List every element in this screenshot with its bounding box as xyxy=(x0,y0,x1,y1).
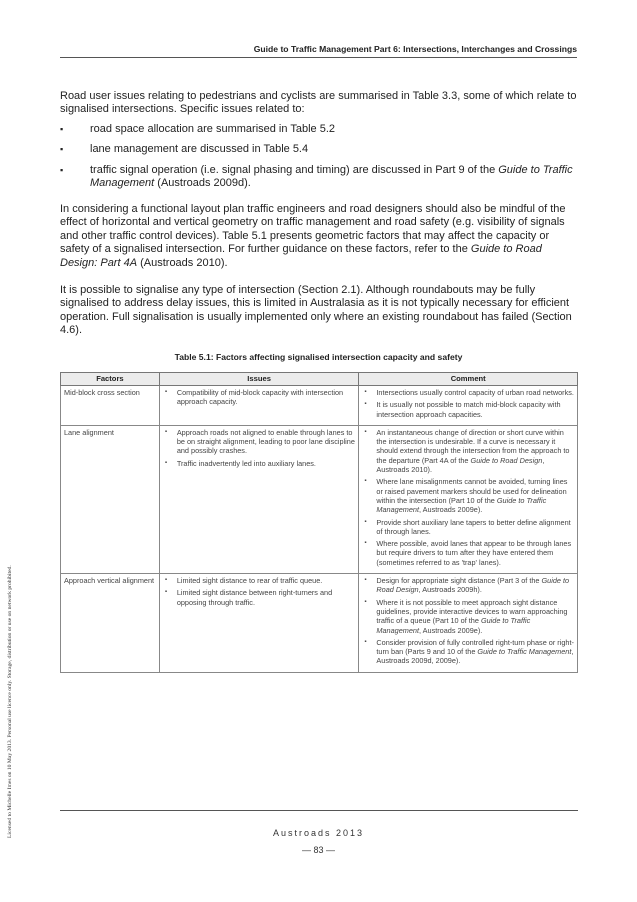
comment-item: ▪ Where possible, avoid lanes that appear to be through lanes but require drivers to turn after they have entered them (sometimes referred to as 'trap' lanes). xyxy=(362,539,574,567)
factor-cell: Approach vertical alignment xyxy=(61,574,160,673)
text-run: (Austroads 2009d). xyxy=(154,177,251,190)
bullet-item: ▪ lane management are discussed in Table 5.4 xyxy=(60,143,577,156)
text-run: , Austroads 2009e). xyxy=(419,625,483,635)
comment-item: ▪ Intersections usually control capacity of urban road networks. xyxy=(362,388,574,397)
table-row xyxy=(61,574,578,673)
text-run: , Austroads 2009e). xyxy=(419,505,483,515)
text-run: , Austroads 2010). xyxy=(376,455,545,475)
publication-title: Guide to Road Design: Part 4A xyxy=(60,243,542,269)
text-run: Consider provision of fully controlled right-turn phase or right-turn ban (Parts 9 and 10 of the xyxy=(376,637,574,657)
comment-item xyxy=(362,428,574,474)
bullet-item: ▪ road space allocation are summarised in Table 5.2 xyxy=(60,123,577,136)
text-run: An instantaneous change of direction or short curve within the intersection is undesirable. If a curve is necessary it should extend through the intersection from the approach to the departure (Part 4A of the xyxy=(376,427,570,465)
publication-title: Guide to Traffic Management xyxy=(376,616,531,635)
page-number: — 83 — xyxy=(301,845,335,855)
running-header: Guide to Traffic Management Part 6: Intersections, Interchanges and Crossings xyxy=(60,44,577,58)
factor-cell: Lane alignment xyxy=(61,425,160,573)
publication-title: Guide to Road Design xyxy=(470,455,543,465)
publication-title: Guide to Traffic Management xyxy=(477,647,572,657)
comment-item xyxy=(362,576,574,595)
text-run: , Austroads 2009h). xyxy=(418,585,482,595)
licence-watermark: Licensed to Michelle Imes on 10 May 2013. Personal use licence only. Storage, distribution or use on network prohibited. xyxy=(7,565,13,838)
signalisation-paragraph: It is possible to signalise any type of intersection (Section 2.1). Although roundabouts may be fully signalised to address delay issues, this is limited in Australasia as it is not typically necessary for efficient operation. Full signalisation is usually implemented only where an existing roundabout has failed (Section 4.6). xyxy=(60,284,572,337)
text-run: Where lane misalignments cannot be avoided, turning lines or raised pavement markers should be used for delineation within the intersection (Part 10 of the xyxy=(376,477,568,505)
publication-title: Guide to Traffic Management xyxy=(376,495,547,515)
text-run: Design for appropriate sight distance (Part 3 of the xyxy=(376,576,542,586)
issues-cell xyxy=(159,425,359,573)
publication-title: Guide to Traffic Management xyxy=(90,163,573,190)
comment-cell xyxy=(359,425,578,573)
geometry-paragraph xyxy=(60,203,577,270)
column-header: Comment xyxy=(359,373,578,386)
text-run: , Austroads 2009d, 2009e). xyxy=(376,647,574,666)
issue-item: ▪ Approach roads not aligned to enable through lanes to be on straight alignment, leading to poor lane discipline and possibly crashes. xyxy=(163,428,356,456)
bullet-item xyxy=(60,164,577,191)
issue-item: ▪ Compatibility of mid-block capacity with intersection approach capacity. xyxy=(163,388,356,407)
issues-cell xyxy=(159,574,359,673)
comment-item xyxy=(362,477,574,514)
factor-cell: Mid-block cross section xyxy=(61,386,160,426)
footer-divider xyxy=(60,810,578,811)
comment-cell xyxy=(359,386,578,426)
comment-item xyxy=(362,598,574,635)
comment-item: ▪ It is usually not possible to match mid-block capacity with intersection approach capacities. xyxy=(362,400,574,419)
issue-item: ▪ Limited sight distance to rear of traffic queue. xyxy=(163,576,356,585)
column-header: Issues xyxy=(159,373,359,386)
issues-bullet-list xyxy=(60,123,577,198)
footer-organisation: Austroads 2013 xyxy=(272,828,365,838)
text-run: In considering a functional layout plan traffic engineers and road designers should also be mindful of the effect of horizontal and vertical geometry on traffic management and road safety (e.g. visibility of signals and other traffic control devices). Table 5.1 presents geometric factors that may affect the capacity or safety of a signalised intersection. For further guidance on these factors, refer to the xyxy=(60,203,566,256)
comment-item: ▪ Provide short auxiliary lane tapers to better define alignment of through lanes. xyxy=(362,518,574,537)
issues-cell xyxy=(159,386,359,426)
factors-table xyxy=(60,372,578,673)
issue-item: ▪ Traffic inadvertently led into auxiliary lanes. xyxy=(163,459,356,468)
text-run: traffic signal operation (i.e. signal phasing and timing) are discussed in Part 9 of the xyxy=(90,163,499,176)
comment-cell xyxy=(359,574,578,673)
text-run: Where it is not possible to meet approach sight distance guidelines, provide interactive devices to warn approaching traffic of a queue (Part 10 of the xyxy=(376,597,568,626)
text-run: (Austroads 2010). xyxy=(137,256,228,269)
table-row xyxy=(61,425,578,573)
comment-item xyxy=(362,638,574,666)
issue-item: ▪ Limited sight distance between right-turners and opposing through traffic. xyxy=(163,588,356,607)
table-caption: Table 5.1: Factors affecting signalised intersection capacity and safety xyxy=(174,352,463,362)
column-header: Factors xyxy=(61,373,160,386)
table-header-row xyxy=(61,373,578,386)
table-row xyxy=(61,386,578,426)
intro-paragraph: Road user issues relating to pedestrians and cyclists are summarised in Table 3.3, some of which relate to signalised intersections. Specific issues related to: xyxy=(60,90,577,116)
publication-title: Guide to Road Design xyxy=(376,576,570,595)
